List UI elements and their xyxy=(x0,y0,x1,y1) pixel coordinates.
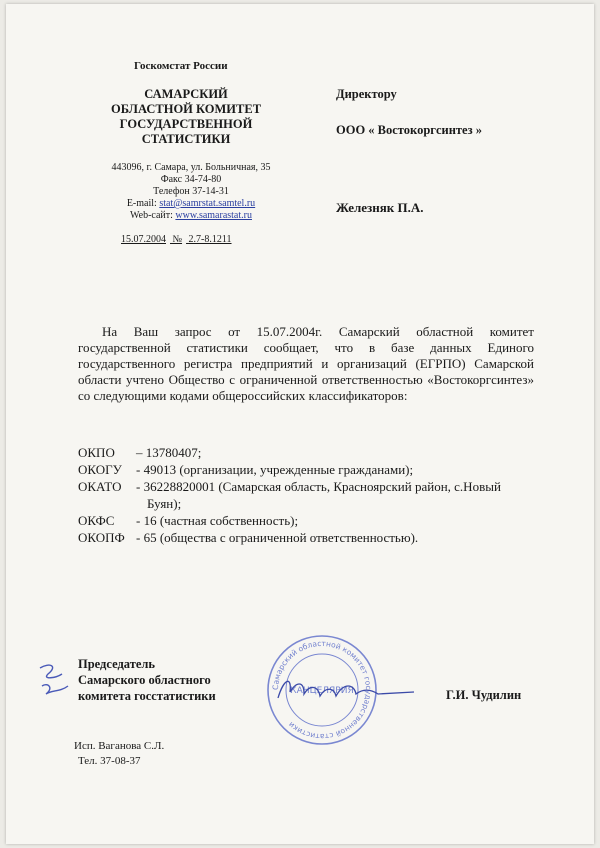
committee-line: САМАРСКИЙ xyxy=(144,87,228,101)
code-value: – 13780407; xyxy=(136,445,202,460)
email-link[interactable]: stat@samrstat.samtel.ru xyxy=(159,198,256,209)
stamp-center-text: КАНЦЕЛЯРИЯ xyxy=(290,686,354,696)
executor-name: Исп. Ваганова С.Л. xyxy=(74,740,165,752)
code-value: - 16 (частная собственность); xyxy=(136,513,299,528)
code-value: - 36228820001 (Самарская область, Красноярский район, с.Новый xyxy=(136,479,501,494)
body-paragraph: На Ваш запрос от 15.07.2004г. Самарский областной комитет государственной статистики сообщает, что в базе данных Единого государственного регистра предприятий и организаций (ЕГРПО) Самарской области учтено Общество с ограниченной ответственностью «Востокоргсинтез» со следующими кодами общероссийских классификаторов: xyxy=(78,324,534,403)
title-line: Самарского областного xyxy=(78,673,211,687)
code-label: ОКПО xyxy=(78,445,115,460)
outgoing-reference xyxy=(121,234,236,245)
outgoing-date: 15.07.2004 xyxy=(121,234,166,245)
codes-list xyxy=(78,444,548,546)
committee-name xyxy=(96,87,276,147)
agency-name: Госкомстат России xyxy=(134,60,228,72)
web-link[interactable]: www.samarastat.ru xyxy=(175,210,252,221)
code-row xyxy=(78,529,548,546)
code-label: ОКОГУ xyxy=(78,462,122,477)
visa-scribble-icon xyxy=(36,660,74,700)
addressee-name: Железняк П.А. xyxy=(336,200,424,215)
web-label: Web-сайт: xyxy=(130,210,173,221)
letter-page xyxy=(6,4,594,844)
committee-line: ОБЛАСТНОЙ КОМИТЕТ xyxy=(110,102,262,116)
committee-line: ГОСУДАРСТВЕННОЙ xyxy=(119,117,253,131)
code-row xyxy=(78,461,548,478)
code-row xyxy=(78,478,548,495)
code-label: ОКФС xyxy=(78,513,115,528)
addressee-company: ООО « Востокоргсинтез » xyxy=(336,123,482,137)
address: 443096, г. Самара, ул. Больничная, 35 xyxy=(111,162,271,173)
phone: Телефон 37-14-31 xyxy=(153,186,229,197)
code-value: - 65 (общества с ограниченной ответственностью). xyxy=(136,530,419,545)
code-label: ОКАТО xyxy=(78,479,122,494)
contact-block xyxy=(96,162,286,222)
executor-phone: Тел. 37-08-37 xyxy=(78,755,141,767)
email-line xyxy=(96,198,286,210)
executor-block xyxy=(74,739,164,769)
signature-scribble-icon xyxy=(274,668,424,710)
committee-line: СТАТИСТИКИ xyxy=(141,132,231,146)
web-line xyxy=(96,210,286,222)
code-label: ОКОПФ xyxy=(78,530,125,545)
outgoing-no-label: № xyxy=(172,234,183,245)
fax: Факс 34-74-80 xyxy=(160,174,222,185)
stamp-ring-text: Самарский областной комитет государственной статистики xyxy=(270,638,374,742)
signatory-title xyxy=(78,656,216,704)
addressee-position: Директору xyxy=(336,87,397,101)
code-value: - 49013 (организации, учрежденные гражданами); xyxy=(136,462,414,477)
code-row xyxy=(78,444,548,461)
code-row xyxy=(78,512,548,529)
email-label: E-mail: xyxy=(126,198,157,209)
outgoing-no: 2.7-8.1211 xyxy=(188,234,232,245)
signatory-name: Г.И. Чудилин xyxy=(446,688,522,702)
title-line: комитета госстатистики xyxy=(78,689,216,703)
code-continuation: Буян); xyxy=(147,496,182,511)
title-line: Председатель xyxy=(78,657,156,671)
